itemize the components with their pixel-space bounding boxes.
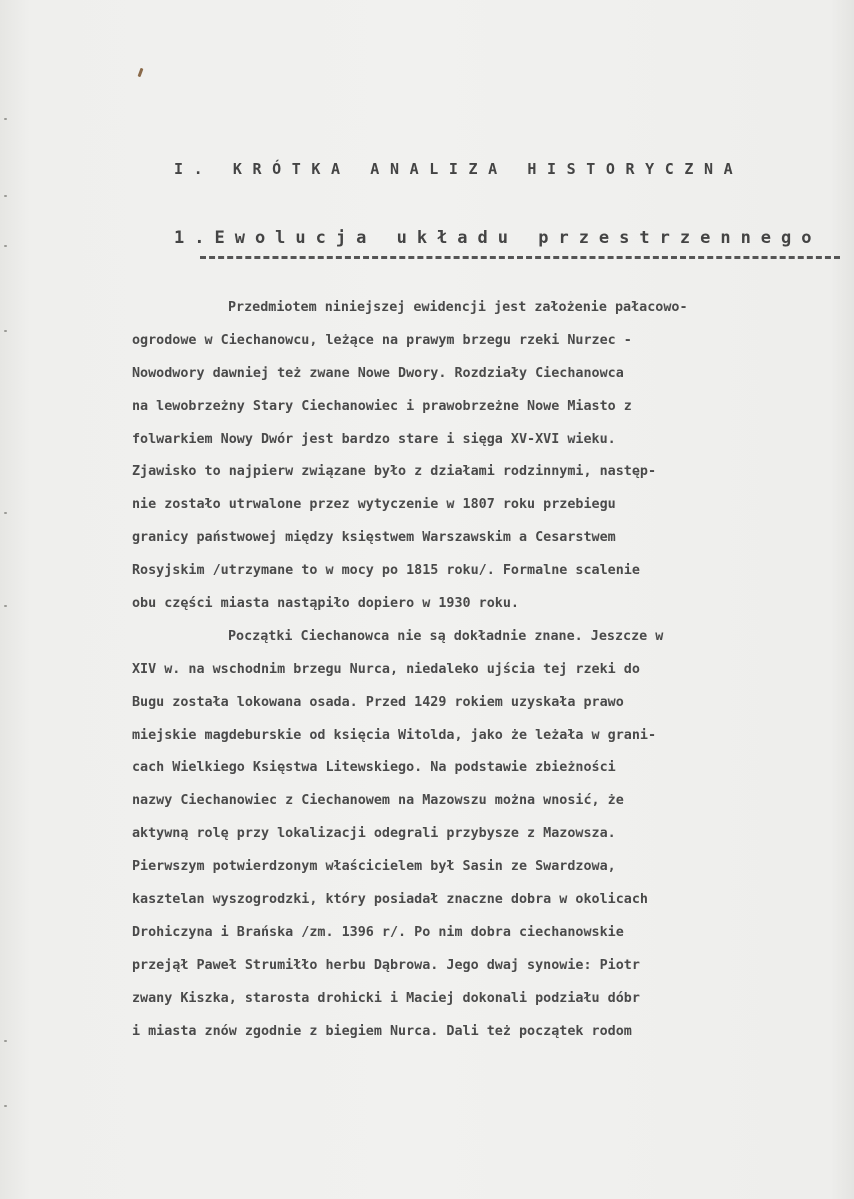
ink-mark: [138, 68, 144, 77]
chapter-title: I. KRÓTKA ANALIZA HISTORYCZNA: [174, 160, 744, 178]
text-line: nie zostało utrwalone przez wytyczenie w 1807 roku przebiegu: [132, 497, 616, 513]
edge-mark: [4, 1040, 7, 1042]
text-line: obu części miasta nastąpiło dopiero w 1930 roku.: [132, 596, 519, 612]
text-line: Przedmiotem niniejszej ewidencji jest założenie pałacowo-: [228, 300, 688, 315]
text-line: Rosyjskim /utrzymane to w mocy po 1815 roku/. Formalne scalenie: [132, 563, 640, 579]
text-line: nazwy Ciechanowiec z Ciechanowem na Mazowszu można wnosić, że: [132, 793, 624, 809]
edge-mark: [4, 512, 7, 514]
section-title: 1.Ewolucja układu przestrzennego: [174, 228, 822, 248]
body-text: [132, 292, 822, 1048]
edge-mark: [4, 605, 7, 607]
text-line: na lewobrzeżny Stary Ciechanowiec i prawobrzeżne Nowe Miasto z: [132, 398, 632, 414]
edge-mark: [4, 195, 7, 197]
text-line: Pierwszym potwierdzonym właścicielem był Sasin ze Swardzowa,: [132, 859, 616, 875]
text-line: Nowodwory dawniej też zwane Nowe Dwory. Rozdziały Ciechanowca: [132, 365, 624, 381]
edge-mark: [4, 1105, 7, 1107]
text-line: Początki Ciechanowca nie są dokładnie znane. Jeszcze w: [228, 628, 664, 644]
text-line: ogrodowe w Ciechanowcu, leżące na prawym brzegu rzeki Nurzec -: [132, 332, 632, 348]
text-line: przejął Paweł Strumiłło herbu Dąbrowa. Jego dwaj synowie: Piotr: [132, 957, 640, 973]
text-line: zwany Kiszka, starosta drohicki i Maciej dokonali podziału dóbr: [132, 990, 640, 1006]
text-line: granicy państwowej między księstwem Warszawskim a Cesarstwem: [132, 530, 616, 546]
text-line: XIV w. na wschodnim brzegu Nurca, niedaleko ujścia tej rzeki do: [132, 661, 640, 677]
edge-mark: [4, 330, 7, 332]
text-line: cach Wielkiego Księstwa Litewskiego. Na podstawie zbieżności: [132, 760, 616, 776]
section-underline: [200, 256, 840, 259]
text-line: aktywną rolę przy lokalizacji odegrali przybysze z Mazowsza.: [132, 826, 616, 842]
text-line: folwarkiem Nowy Dwór jest bardzo stare i sięga XV-XVI wieku.: [132, 431, 616, 447]
text-line: Drohiczyna i Brańska /zm. 1396 r/. Po nim dobra ciechanowskie: [132, 924, 624, 940]
text-line: miejskie magdeburskie od księcia Witolda, jako że leżała w grani-: [132, 727, 657, 743]
text-line: Bugu została lokowana osada. Przed 1429 rokiem uzyskała prawo: [132, 694, 624, 710]
text-line: kasztelan wyszogrodzki, który posiadał znaczne dobra w okolicach: [132, 892, 648, 908]
edge-mark: [4, 118, 7, 120]
edge-mark: [4, 245, 7, 247]
text-line: Zjawisko to najpierw związane było z działami rodzinnymi, następ-: [132, 464, 657, 480]
text-line: i miasta znów zgodnie z biegiem Nurca. Dali też początek rodom: [132, 1023, 632, 1039]
